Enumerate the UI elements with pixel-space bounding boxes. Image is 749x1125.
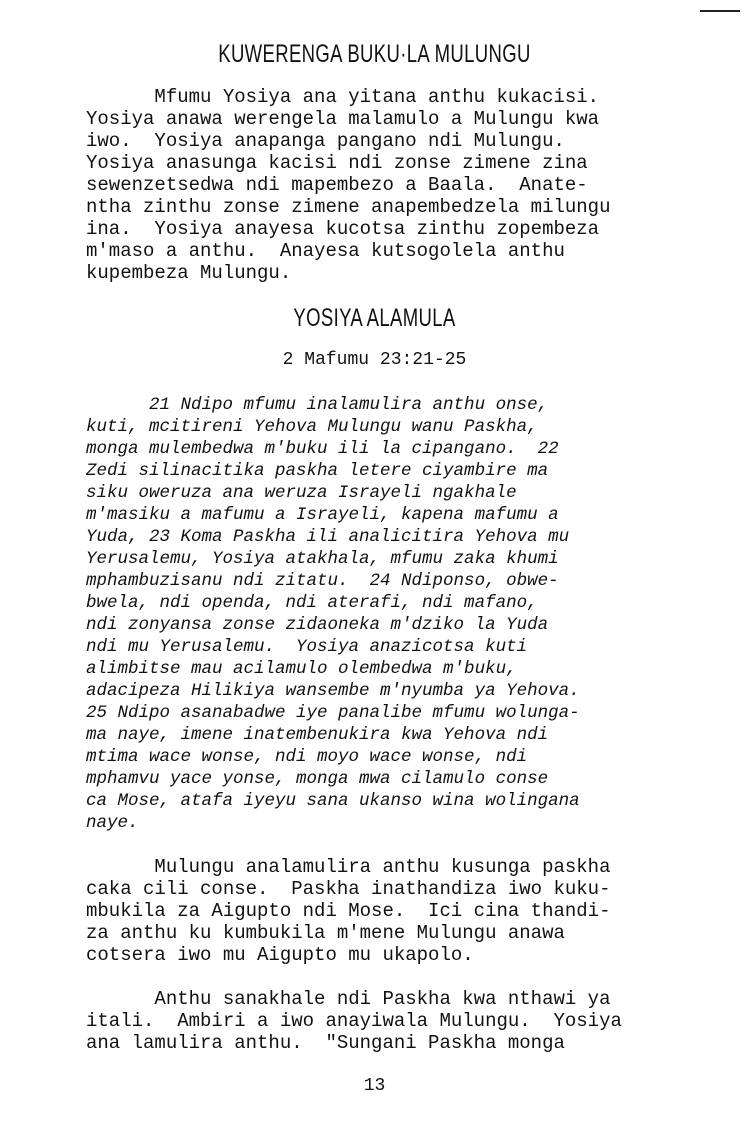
scripture-line: naye. — [86, 813, 139, 833]
page-edge-mark — [700, 10, 740, 12]
text-line: Anthu sanakhale ndi Paskha kwa nthawi ya — [86, 988, 611, 1010]
text-line: Mfumu Yosiya ana yitana anthu kukacisi. — [86, 86, 600, 108]
body-paragraph — [86, 856, 706, 966]
page-title: KUWERENGA BUKU·LA MULUNGU — [218, 40, 531, 68]
section-heading: YOSIYA ALAMULA — [293, 304, 456, 332]
text-line: sewenzetsedwa ndi mapembezo a Baala. Anate- — [86, 174, 588, 196]
text-line: za anthu ku kumbukila m'mene Mulungu anawa — [86, 922, 565, 944]
scripture-line: 21 Ndipo mfumu inalamulira anthu onse, — [86, 395, 549, 415]
text-line: iwo. Yosiya anapanga pangano ndi Mulungu. — [86, 130, 565, 152]
scripture-reference: 2 Mafumu 23:21-25 — [282, 350, 467, 370]
text-line: Yosiya anasunga kacisi ndi zonse zimene zina — [86, 152, 588, 174]
scripture-line: ma naye, imene inatembenukira kwa Yehova ndi — [86, 725, 549, 745]
text-line: ntha zinthu zonse zimene anapembedzela milungu — [86, 196, 611, 218]
scripture-line: ndi zonyansa zonse zidaoneka m'dziko la Yuda — [86, 615, 549, 635]
text-line: itali. Ambiri a iwo anayiwala Mulungu. Yosiya — [86, 1010, 622, 1032]
scripture-line: mphambuzisanu ndi zitatu. 24 Ndiponso, obwe- — [86, 571, 559, 591]
scripture-passage — [86, 394, 706, 834]
scripture-line: ndi mu Yerusalemu. Yosiya anazicotsa kuti — [86, 637, 528, 657]
scripture-line: bwela, ndi openda, ndi aterafi, ndi mafano, — [86, 593, 538, 613]
scripture-line: kuti, mcitireni Yehova Mulungu wanu Paskha, — [86, 417, 538, 437]
scripture-line: mphamvu yace yonse, monga mwa cilamulo conse — [86, 769, 549, 789]
text-line: m'maso a anthu. Anayesa kutsogolela anthu — [86, 240, 565, 262]
text-line: cotsera iwo mu Aigupto mu ukapolo. — [86, 944, 474, 966]
body-paragraph — [86, 988, 706, 1054]
scripture-line: m'masiku a mafumu a Israyeli, kapena mafumu a — [86, 505, 559, 525]
scripture-line: alimbitse mau acilamulo olembedwa m'buku, — [86, 659, 517, 679]
scripture-line: mtima wace wonse, ndi moyo wace wonse, ndi — [86, 747, 528, 767]
text-line: Yosiya anawa werengela malamulo a Mulungu kwa — [86, 108, 600, 130]
text-line: Mulungu analamulira anthu kusunga paskha — [86, 856, 611, 878]
intro-paragraph — [86, 86, 706, 284]
scripture-line: 25 Ndipo asanabadwe iye panalibe mfumu wolunga- — [86, 703, 580, 723]
scripture-line: ca Mose, atafa iyeyu sana ukanso wina wolingana — [86, 791, 580, 811]
scripture-line: Yerusalemu, Yosiya atakhala, mfumu zaka khumi — [86, 549, 559, 569]
text-line: caka cili conse. Paskha inathandiza iwo kuku- — [86, 878, 611, 900]
scripture-line: monga mulembedwa m'buku ili la cipangano. 22 — [86, 439, 559, 459]
text-line: kupembeza Mulungu. — [86, 262, 292, 284]
text-line: mbukila za Aigupto ndi Mose. Ici cina thandi- — [86, 900, 611, 922]
scripture-line: siku oweruza ana weruza Israyeli ngakhale — [86, 483, 517, 503]
text-line: ana lamulira anthu. "Sungani Paskha monga — [86, 1032, 565, 1054]
scripture-line: adacipeza Hilikiya wansembe m'nyumba ya Yehova. — [86, 681, 580, 701]
page-number: 13 — [363, 1076, 386, 1096]
scripture-line: Yuda, 23 Koma Paskha ili analicitira Yehova mu — [86, 527, 570, 547]
scripture-line: Zedi silinacitika paskha letere ciyambire ma — [86, 461, 549, 481]
text-line: ina. Yosiya anayesa kucotsa zinthu zopembeza — [86, 218, 600, 240]
